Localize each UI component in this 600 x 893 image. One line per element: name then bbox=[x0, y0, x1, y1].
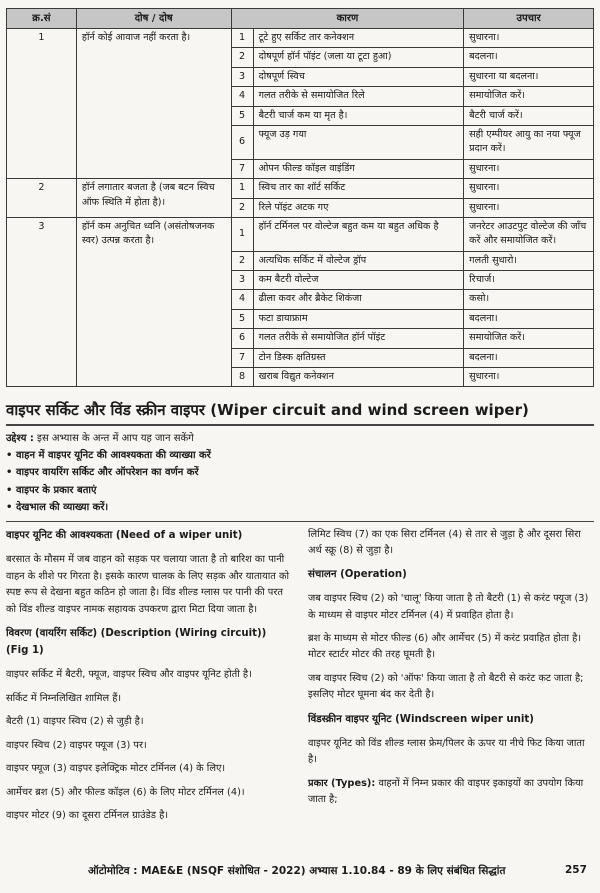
objective-item: • देखभाल की व्याख्या करें। bbox=[6, 499, 594, 516]
cause-number: 1 bbox=[231, 29, 253, 48]
objectives-intro bbox=[6, 430, 594, 447]
cause-cell: अत्यधिक सर्किट में वोल्टेज ड्रॉप bbox=[253, 251, 464, 270]
remedy-cell: समायोजित करें। bbox=[464, 87, 594, 106]
table-row bbox=[7, 179, 594, 198]
cause-number: 4 bbox=[231, 290, 253, 309]
heading-windscreen-wiper-unit: विंडस्क्रीन वाइपर यूनिट (Windscreen wiper unit) bbox=[308, 713, 534, 725]
cause-number: 8 bbox=[231, 368, 253, 387]
section-title: वाइपर सर्किट और विंड स्क्रीन वाइपर (Wiper circuit and wind screen wiper) bbox=[6, 400, 594, 426]
objectives bbox=[6, 430, 594, 516]
types-text: वाहनों में निम्न प्रकार की वाइपर इकाइयों का उपयोग किया जाता है; bbox=[308, 777, 584, 806]
remedy-cell: रिचार्ज। bbox=[464, 271, 594, 290]
footer-text: ऑटोमोटिव : MAE&E (NSQF संशोधित - 2022) अभ्यास 1.10.84 - 89 के लिए संबंधित सिद्धांत bbox=[88, 865, 506, 877]
cause-number: 5 bbox=[231, 106, 253, 125]
remedy-cell: सुधारना। bbox=[464, 29, 594, 48]
cause-number: 1 bbox=[231, 217, 253, 251]
fault-cell: हॉर्न लगातार बजता है (जब बटन स्विच ऑफ स्थिति में होता है)। bbox=[76, 179, 231, 218]
page-number: 257 bbox=[565, 864, 587, 876]
cause-number: 7 bbox=[231, 159, 253, 178]
cause-cell: गलत तरीके से समायोजित हॉर्न पॉइंट bbox=[253, 329, 464, 348]
remedy-cell: बैटरी चार्ज करें। bbox=[464, 106, 594, 125]
section-divider bbox=[6, 521, 594, 522]
remedy-cell: बदलना। bbox=[464, 309, 594, 328]
page-footer bbox=[0, 862, 600, 882]
cause-cell: स्विच तार का शॉर्ट सर्किट bbox=[253, 179, 464, 198]
cause-number: 2 bbox=[231, 198, 253, 217]
paragraph: वाइपर यूनिट को विंड शील्ड ग्लास फ्रेम/पिलर के ऊपर या नीचे फिट किया जाता है। bbox=[308, 737, 585, 766]
cause-cell: दोषपूर्ण हॉर्न पॉइंट (जला या टूटा हुआ) bbox=[253, 48, 464, 67]
cause-cell: टोन डिस्क क्षतिग्रस्त bbox=[253, 348, 464, 367]
cause-number: 3 bbox=[231, 67, 253, 86]
remedy-cell: बदलना। bbox=[464, 48, 594, 67]
serial-cell: 1 bbox=[7, 29, 77, 179]
header-fault: दोष / दोष bbox=[76, 9, 231, 29]
right-column bbox=[308, 527, 594, 816]
fault-remedy-table bbox=[6, 8, 594, 387]
heading-wiring-circuit: विवरण (वायरिंग सर्किट) (Description (Wiring circuit)) (Fig 1) bbox=[6, 627, 267, 657]
remedy-cell: गलती सुधारो। bbox=[464, 251, 594, 270]
objective-item: • वाइपर वायरिंग सर्किट और ऑपरेशन का वर्णन करें bbox=[6, 464, 594, 481]
cause-cell: बैटरी चार्ज कम या मृत है। bbox=[253, 106, 464, 125]
remedy-cell: सुधारना। bbox=[464, 159, 594, 178]
cause-number: 5 bbox=[231, 309, 253, 328]
heading-types: प्रकार (Types): bbox=[308, 777, 376, 789]
paragraph-types bbox=[308, 776, 594, 809]
objective-item: • वाहन में वाइपर यूनिट की आवश्यकता की व्याख्या करें bbox=[6, 447, 594, 464]
cause-cell: ढीला कवर और ब्रैकेट शिकंजा bbox=[253, 290, 464, 309]
paragraph: जब वाइपर स्विच (2) को 'चालू' किया जाता है तो बैटरी (1) से करंट फ्यूज (3) के माध्यम से वाइपर मोटर टर्मिनल (4) में प्रवाहित होता है। bbox=[308, 593, 589, 621]
cause-number: 7 bbox=[231, 348, 253, 367]
serial-cell: 3 bbox=[7, 217, 77, 387]
paragraph-limit-switch: लिमिट स्विच (7) का एक सिरा टर्मिनल (4) से तार से जुड़ा है और दूसरा सिरा अर्थ स्क्रू (8) से जुड़ा है। bbox=[308, 529, 581, 557]
cause-cell: ओपन फील्ड कॉइल वाइंडिंग bbox=[253, 159, 464, 178]
table-header-row bbox=[7, 9, 594, 29]
paragraph: आर्मेचर ब्रश (5) और फील्ड कॉइल (6) के लिए मोटर टर्मिनल (4)। bbox=[6, 786, 245, 798]
remedy-cell: जनरेटर आउटपुट वोल्टेज की जाँच करें और समायोजित करें। bbox=[464, 217, 594, 251]
cause-number: 2 bbox=[231, 48, 253, 67]
remedy-cell: सुधारना। bbox=[464, 368, 594, 387]
table-row bbox=[7, 29, 594, 48]
objectives-lead: उद्देश्य : bbox=[6, 433, 34, 444]
cause-cell: दोषपूर्ण स्विच bbox=[253, 67, 464, 86]
cause-number: 6 bbox=[231, 329, 253, 348]
paragraph: वाइपर सर्किट में बैटरी, फ्यूज, वाइपर स्विच और वाइपर यूनिट होती है। bbox=[6, 669, 252, 681]
paragraph: बैटरी (1) वाइपर स्विच (2) से जुड़ी है। bbox=[6, 716, 144, 728]
header-remedy: उपचार bbox=[464, 9, 594, 29]
heading-operation: संचालन (Operation) bbox=[308, 568, 407, 580]
cause-cell: कम बैटरी वोल्टेज bbox=[253, 271, 464, 290]
remedy-cell: सही एम्पीयर आयु का नया फ्यूज प्रदान करें। bbox=[464, 125, 594, 159]
serial-cell: 2 bbox=[7, 179, 77, 218]
remedy-cell: सुधारना। bbox=[464, 179, 594, 198]
cause-cell: हॉर्न टर्मिनल पर वोल्टेज बहुत कम या बहुत अधिक है bbox=[253, 217, 464, 251]
objectives-list bbox=[6, 447, 594, 516]
paragraph: सर्किट में निम्नलिखित शामिल हैं। bbox=[6, 692, 122, 704]
remedy-cell: समायोजित करें। bbox=[464, 329, 594, 348]
fault-cell: हॉर्न कम अनुचित ध्वनि (असंतोषजनक स्वर) उत्पन्न करता है। bbox=[76, 217, 231, 387]
cause-number: 6 bbox=[231, 125, 253, 159]
header-serial: क्र.सं bbox=[7, 9, 77, 29]
objectives-intro-text: इस अभ्यास के अन्त में आप यह जान सकेंगे bbox=[33, 433, 194, 444]
cause-number: 3 bbox=[231, 271, 253, 290]
paragraph: ब्रश के माध्यम से मोटर फील्ड (6) और आर्मेचर (5) में करंट प्रवाहित होता है। मोटर स्टार्टर मोटर की तरह घूमती है। bbox=[308, 632, 582, 661]
remedy-cell: कसो। bbox=[464, 290, 594, 309]
cause-cell: फ्यूज उड़ गया bbox=[253, 125, 464, 159]
table-row bbox=[7, 217, 594, 251]
remedy-cell: सुधारना या बदलना। bbox=[464, 67, 594, 86]
remedy-cell: सुधारना। bbox=[464, 198, 594, 217]
paragraph: जब वाइपर स्विच (2) को 'ऑफ' किया जाता है तो बैटरी से करंट कट जाता है; इसलिए मोटर घूमना बंद कर देती है। bbox=[308, 672, 584, 701]
paragraph: वाइपर फ्यूज (3) वाइपर इलेक्ट्रिक मोटर टर्मिनल (4) के लिए। bbox=[6, 763, 226, 775]
cause-cell: टूटे हुए सर्किट तार कनेक्शन bbox=[253, 29, 464, 48]
heading-need-of-wiper: वाइपर यूनिट की आवश्यकता (Need of a wiper unit) bbox=[6, 530, 243, 541]
paragraph: वाइपर स्विच (2) वाइपर फ्यूज (3) पर। bbox=[6, 739, 147, 751]
remedy-cell: बदलना। bbox=[464, 348, 594, 367]
cause-cell: रिले पॉइंट अटक गए bbox=[253, 198, 464, 217]
left-column bbox=[6, 527, 292, 831]
cause-cell: खराब विद्युत कनेक्शन bbox=[253, 368, 464, 387]
cause-number: 4 bbox=[231, 87, 253, 106]
cause-number: 1 bbox=[231, 179, 253, 198]
cause-cell: फटा डायाफ्राम bbox=[253, 309, 464, 328]
header-cause: कारण bbox=[231, 9, 464, 29]
cause-number: 2 bbox=[231, 251, 253, 270]
fault-cell: हॉर्न कोई आवाज नहीं करता है। bbox=[76, 29, 231, 179]
paragraph: वाइपर मोटर (9) का दूसरा टर्मिनल ग्राउंडेड है। bbox=[6, 809, 169, 821]
paragraph-need: बरसात के मौसम में जब वाहन को सड़क पर चलाया जाता है तो बारिश का पानी वाहन के शीशे पर गिरता है। इसके कारण चालक के लिए सड़क और यातायात को स्पष्ट रूप से देखना बहुत कठिन हो जाता है। विंड शील्ड ग्लास पर पानी की परत को विंड शील्ड वाइपर नामक सहायक उपकरण द्वारा मिटा दिया जाता है। bbox=[6, 554, 290, 615]
objective-item: • वाइपर के प्रकार बताएं bbox=[6, 482, 594, 499]
cause-cell: गलत तरीके से समायोजित रिले bbox=[253, 87, 464, 106]
